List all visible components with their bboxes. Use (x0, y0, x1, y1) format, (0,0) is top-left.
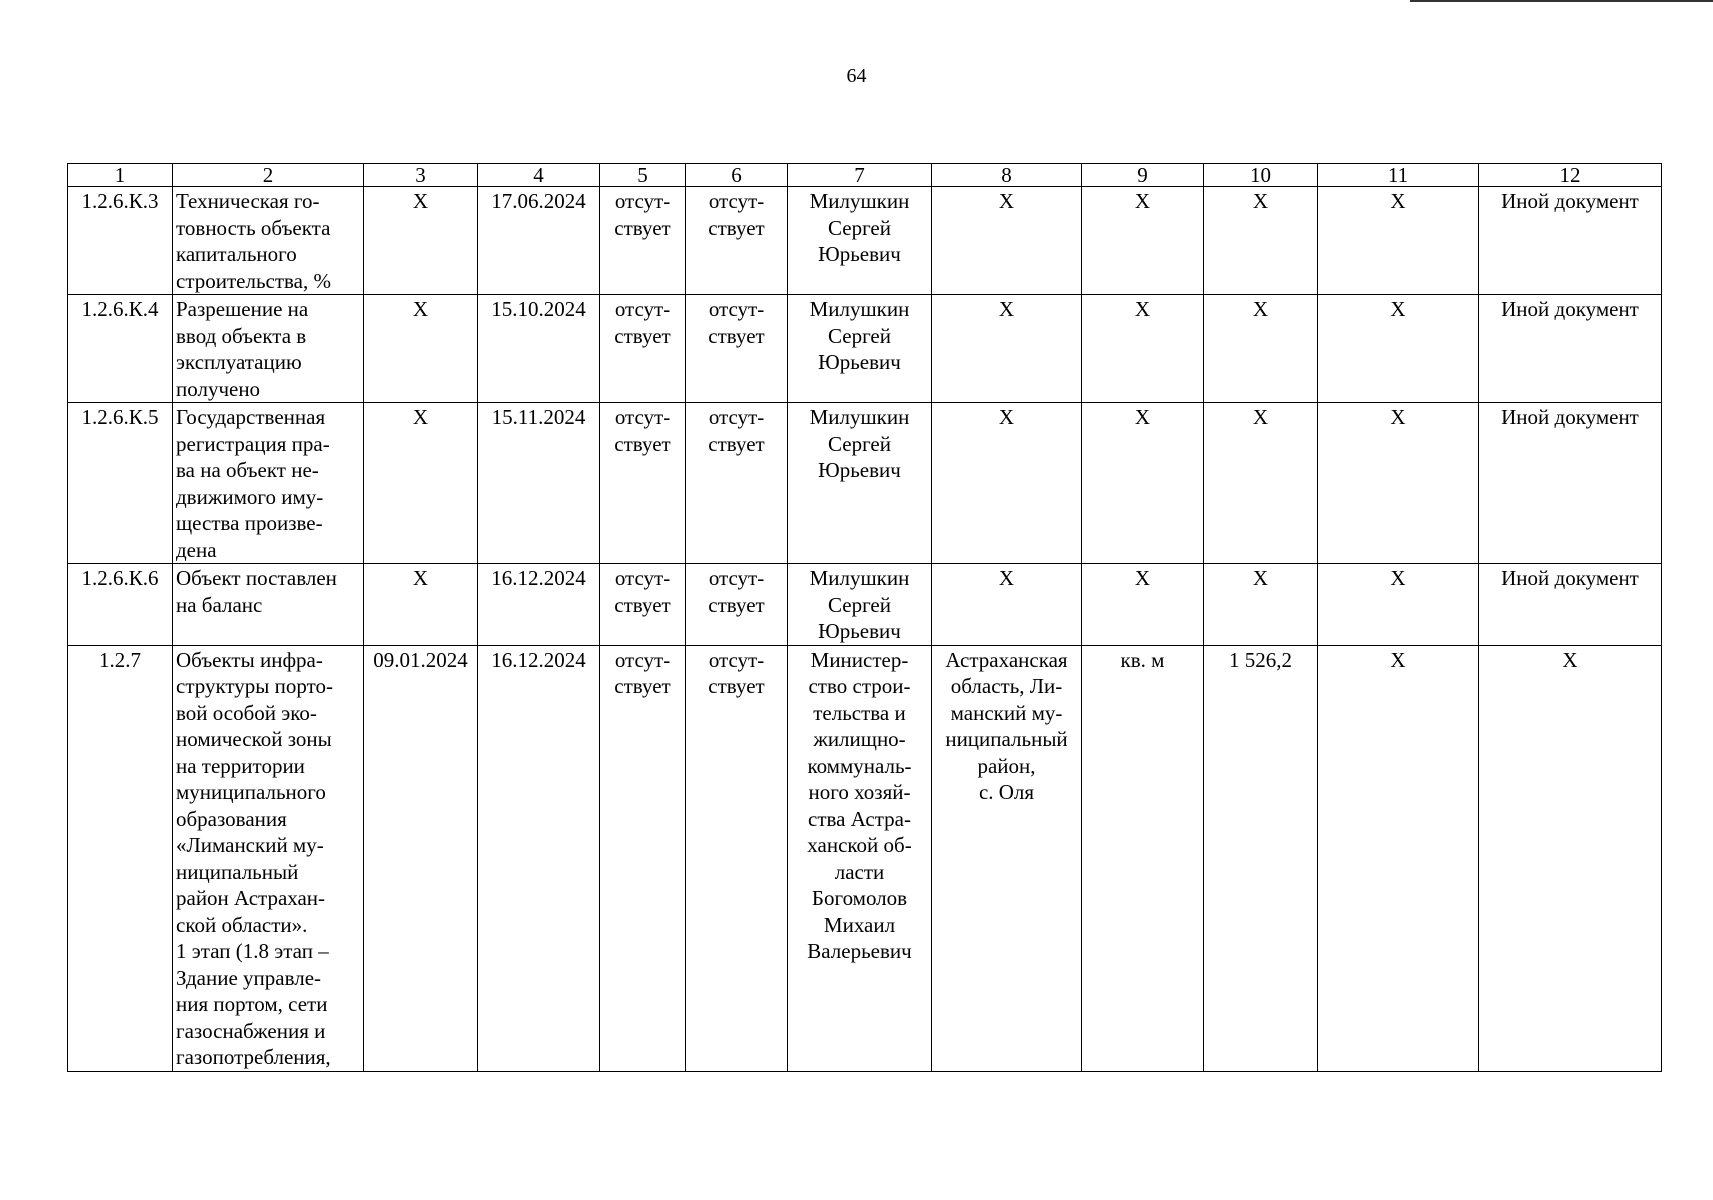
row-name: Объекты инфра- структуры порто- вой особой эко- номической зоны на территории муниципального образования «Лиманский му- ниципальный район Астрахан- ской области». 1 этап (1.8 этап – Здание управле- ния портом, сети газоснабжения и газопотребления, (173, 645, 364, 1071)
location: Астраханская область, Ли- манский му- ниципальный район, с. Оля (932, 645, 1082, 1071)
start-date: X (364, 295, 478, 403)
cell-col6: отсут- ствует (686, 564, 788, 646)
table-row (68, 564, 1662, 646)
column-number: 7 (788, 164, 932, 187)
row-code: 1.2.6.К.6 (68, 564, 173, 646)
cell-col8: X (932, 564, 1082, 646)
column-number: 1 (68, 164, 173, 187)
cell-col6: отсут- ствует (686, 403, 788, 564)
document-type: Иной документ (1479, 403, 1662, 564)
cell-col5: отсут- ствует (600, 645, 686, 1071)
responsible-organization: Министер- ство строи- тельства и жилищно- коммуналь- ного хозяй- ства Астра- ханской об- ласти Богомолов Михаил Валерьевич (788, 645, 932, 1071)
row-code: 1.2.6.К.5 (68, 403, 173, 564)
row-code: 1.2.6.К.4 (68, 295, 173, 403)
cell-col10: X (1204, 564, 1318, 646)
cell-col10: X (1204, 403, 1318, 564)
cell-col5: отсут- ствует (600, 187, 686, 295)
column-number: 8 (932, 164, 1082, 187)
column-number: 5 (600, 164, 686, 187)
row-name: Объект поставлен на баланс (173, 564, 364, 646)
row-code: 1.2.7 (68, 645, 173, 1071)
scan-edge-mark (1410, 0, 1713, 2)
cell-col11: X (1318, 645, 1479, 1071)
column-number: 4 (478, 164, 600, 187)
row-name: Государственная регистрация пра- ва на объект не- движимого иму- щества произве- дена (173, 403, 364, 564)
table-row (68, 295, 1662, 403)
end-date: 16.12.2024 (478, 564, 600, 646)
document-type: X (1479, 645, 1662, 1071)
cell-col9: X (1082, 564, 1204, 646)
cell-col6: отсут- ствует (686, 295, 788, 403)
row-name: Техническая го- товность объекта капитального строительства, % (173, 187, 364, 295)
row-code: 1.2.6.К.3 (68, 187, 173, 295)
start-date: 09.01.2024 (364, 645, 478, 1071)
document-type: Иной документ (1479, 295, 1662, 403)
end-date: 15.10.2024 (478, 295, 600, 403)
start-date: X (364, 564, 478, 646)
cell-col11: X (1318, 295, 1479, 403)
column-number: 9 (1082, 164, 1204, 187)
responsible-person: Милушкин Сергей Юрьевич (788, 187, 932, 295)
column-number-row (68, 164, 1662, 187)
end-date: 15.11.2024 (478, 403, 600, 564)
end-date: 17.06.2024 (478, 187, 600, 295)
cell-col6: отсут- ствует (686, 187, 788, 295)
cell-col5: отсут- ствует (600, 403, 686, 564)
start-date: X (364, 187, 478, 295)
cell-col5: отсут- ствует (600, 295, 686, 403)
row-name: Разрешение на ввод объекта в эксплуатацию получено (173, 295, 364, 403)
cell-col11: X (1318, 403, 1479, 564)
cell-col8: X (932, 187, 1082, 295)
cell-col9: X (1082, 187, 1204, 295)
document-type: Иной документ (1479, 187, 1662, 295)
responsible-person: Милушкин Сергей Юрьевич (788, 295, 932, 403)
responsible-person: Милушкин Сергей Юрьевич (788, 403, 932, 564)
cell-col11: X (1318, 187, 1479, 295)
column-number: 6 (686, 164, 788, 187)
cell-col10: X (1204, 295, 1318, 403)
cell-col8: X (932, 403, 1082, 564)
unit: кв. м (1082, 645, 1204, 1071)
column-number: 10 (1204, 164, 1318, 187)
cell-col9: X (1082, 403, 1204, 564)
table-row (68, 403, 1662, 564)
cell-col6: отсут- ствует (686, 645, 788, 1071)
column-number: 3 (364, 164, 478, 187)
document-type: Иной документ (1479, 564, 1662, 646)
table-row (68, 187, 1662, 295)
cell-col5: отсут- ствует (600, 564, 686, 646)
responsible-person: Милушкин Сергей Юрьевич (788, 564, 932, 646)
schedule-table (67, 163, 1662, 1072)
cell-col10: X (1204, 187, 1318, 295)
table-row (68, 645, 1662, 1071)
column-number: 12 (1479, 164, 1662, 187)
cell-col11: X (1318, 564, 1479, 646)
cell-col9: X (1082, 295, 1204, 403)
end-date: 16.12.2024 (478, 645, 600, 1071)
start-date: X (364, 403, 478, 564)
column-number: 2 (173, 164, 364, 187)
cell-col8: X (932, 295, 1082, 403)
column-number: 11 (1318, 164, 1479, 187)
area-value: 1 526,2 (1204, 645, 1318, 1071)
page-number: 64 (846, 65, 867, 87)
